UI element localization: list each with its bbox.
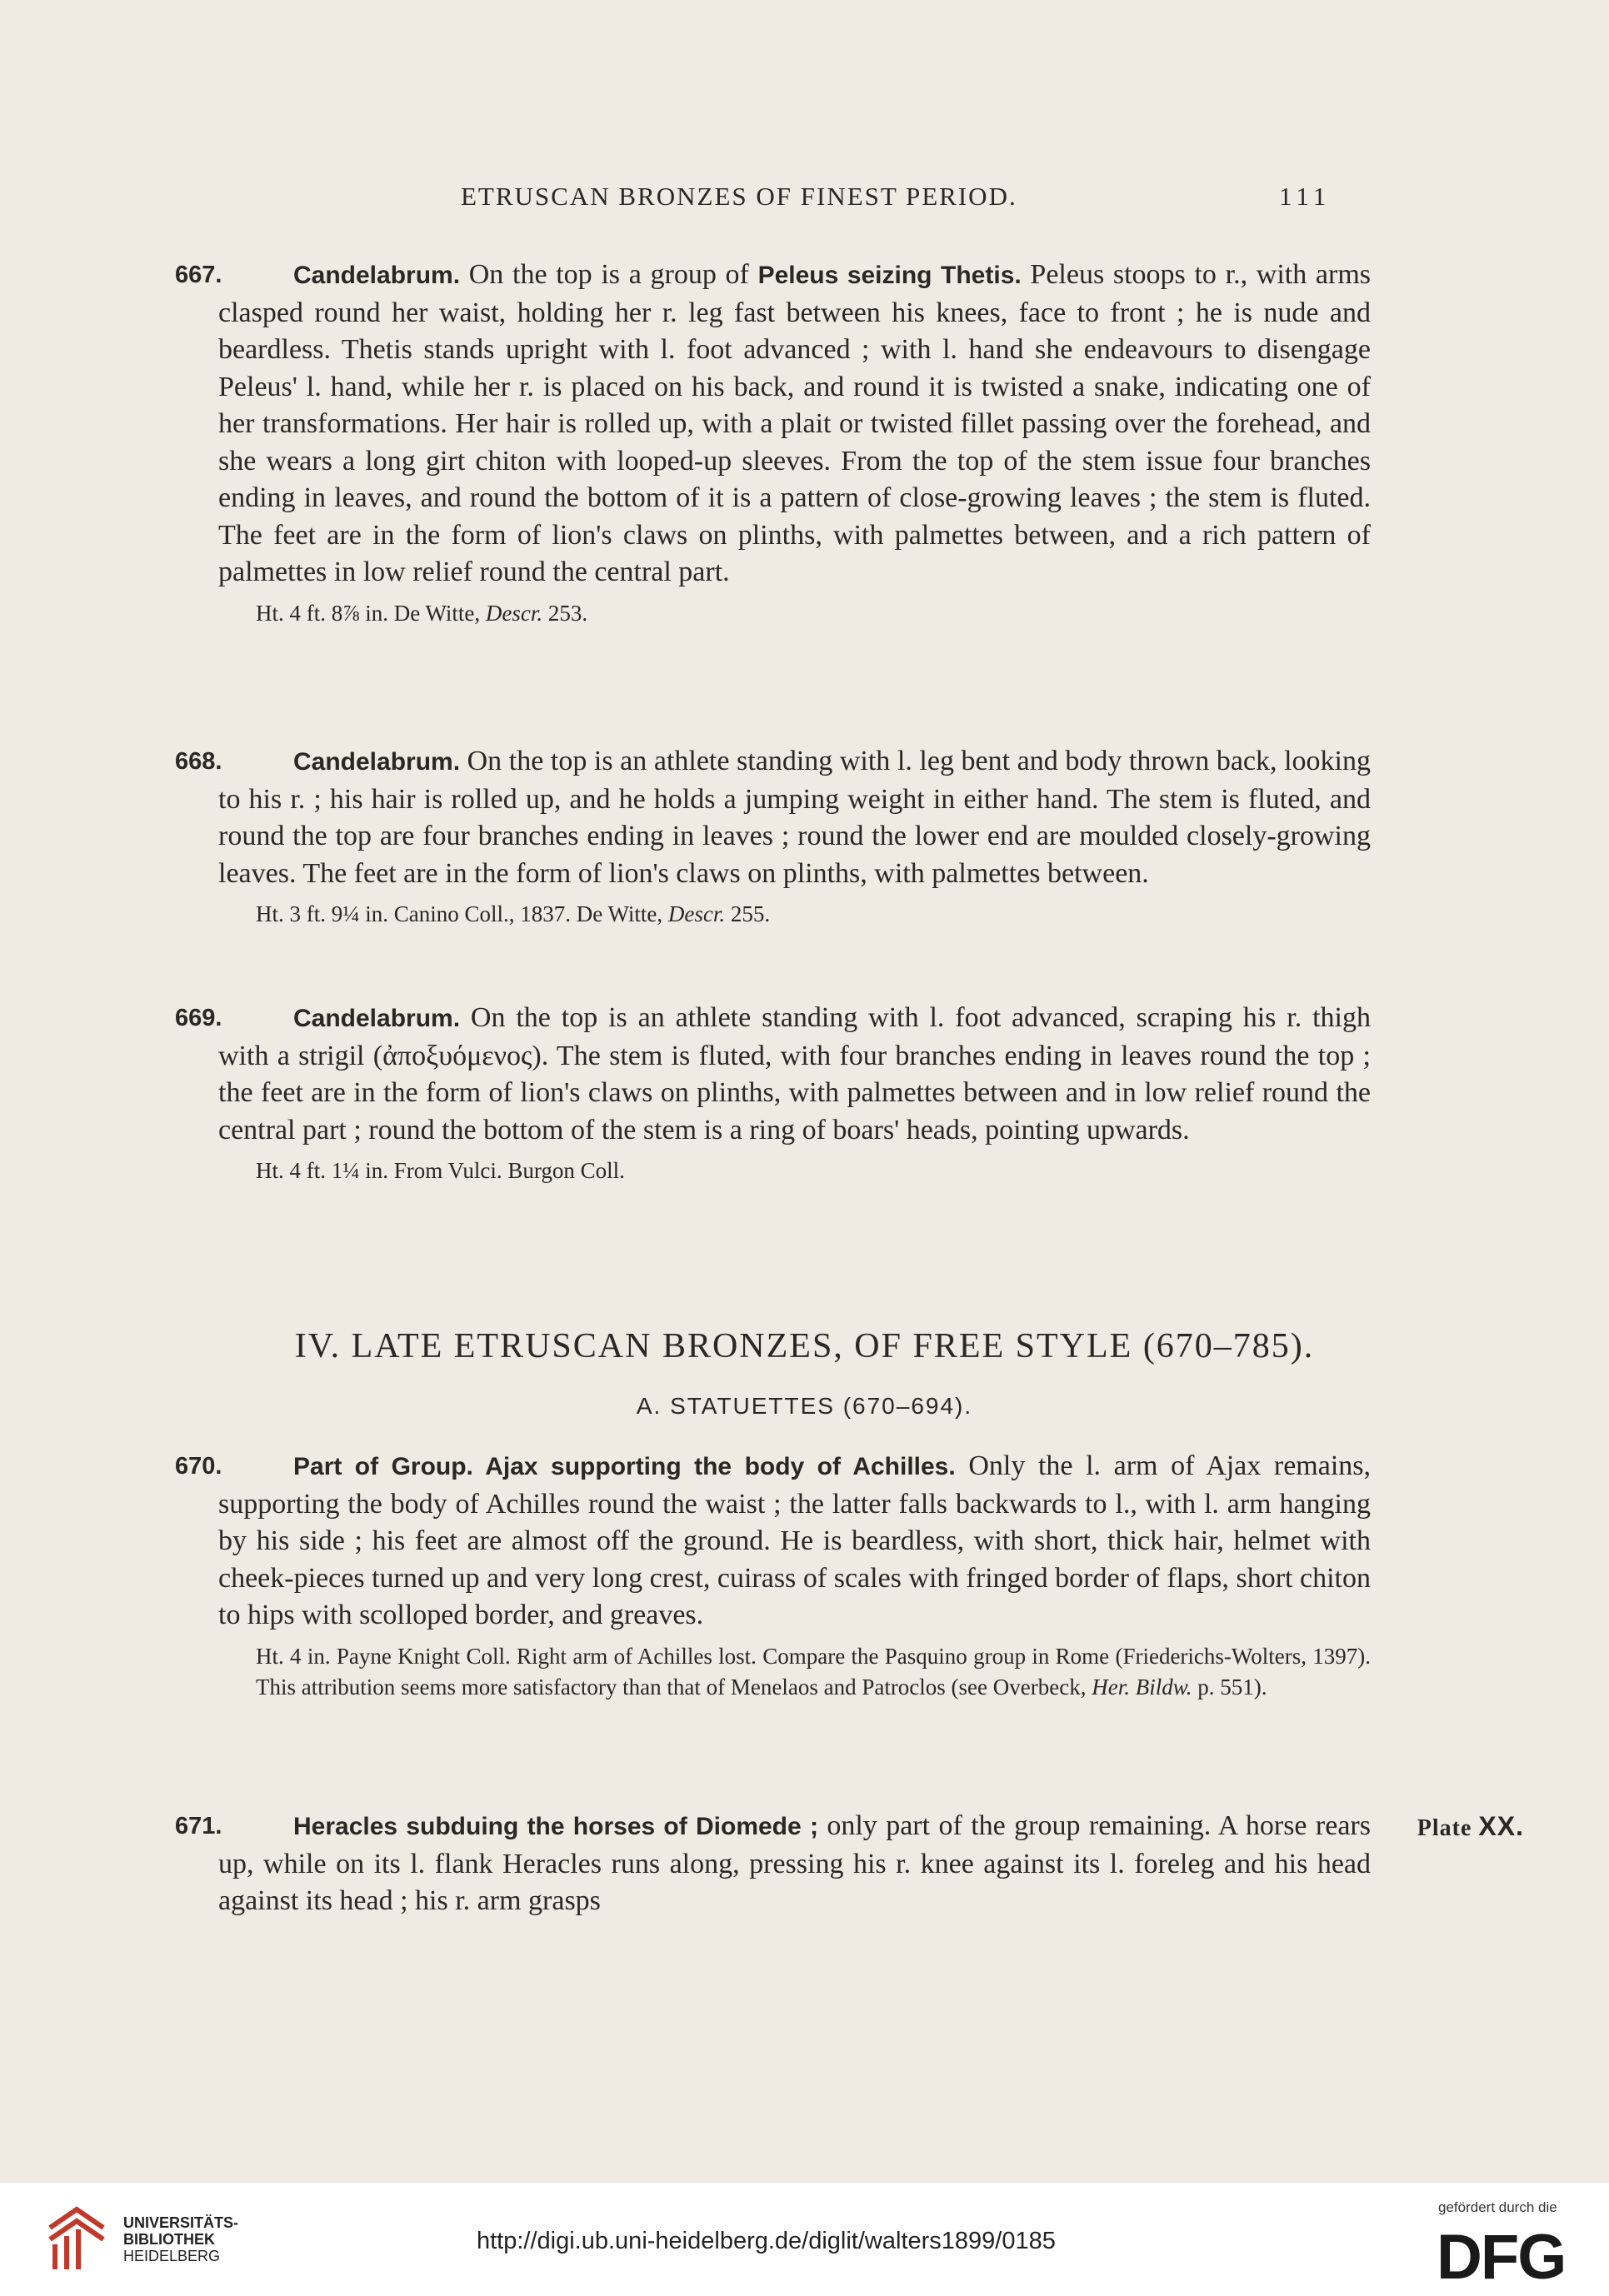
ub-heidelberg-logo-icon	[43, 2203, 110, 2274]
entry-lead: Part of Group. Ajax supporting the body of Achilles.	[293, 1453, 956, 1480]
section-heading: IV. LATE ETRUSCAN BRONZES, OF FREE STYLE (670–785).	[294, 1327, 1315, 1365]
sub-heading: A. STATUETTES (670–694).	[636, 1393, 973, 1419]
library-name: UNIVERSITÄTS- BIBLIOTHEK HEIDELBERG	[123, 2214, 239, 2264]
entry-number: 671.	[175, 1813, 222, 1839]
digitization-footer	[0, 2183, 1609, 2296]
entry-subject: Peleus seizing Thetis.	[757, 262, 1022, 289]
entry-text: Part of Group. Ajax supporting the body of Achilles. Only the l. arm of Ajax remains, supporting the body of Achilles round the waist ; the latter falls backwards to l., with l. arm hanging by his side ; his feet are almost off the ground. He is beardless, with short, thick hair, helmet with cheek-pieces turned up and very long crest, cuirass of scales with fringed border of flaps, short chiton to hips with scolloped border, and greaves.	[218, 1450, 1372, 1630]
catalogue-entry-669	[175, 1000, 1371, 1186]
digitization-url-link[interactable]: http://digi.ub.uni-heidelberg.de/diglit/walters1899/0185	[477, 2228, 1056, 2254]
entry-text: Candelabrum. On the top is an athlete standing with l. leg bent and body thrown back, looking to his r. ; his hair is rolled up, and he holds a jumping weight in either hand. The stem is fluted, and round the top are four branches ending in leaves ; round the lower end are moulded closely-growing leaves. The feet are in the form of lion's claws on plinths, with palmettes between.	[218, 746, 1371, 889]
funded-by-label: gefördert durch die	[1438, 2199, 1557, 2215]
entry-lead: Candelabrum.	[293, 262, 461, 289]
entry-number: 669.	[175, 1005, 222, 1031]
dfg-logo: DFG	[1437, 2222, 1566, 2293]
entry-note: Ht. 3 ft. 9¼ in. Canino Coll., 1837. De Witte, Descr. 255.	[256, 901, 771, 926]
entry-note: Ht. 4 in. Payne Knight Coll. Right arm of Achilles lost. Compare the Pasquino group in Rome (Friederichs-Wolters, 1397). This attribution seems more satisfactory than that of Menelaos and Patroclos (see Overbeck, Her. Bildw. p. 551).	[256, 1643, 1371, 1700]
catalogue-entry-671	[175, 1808, 1524, 1920]
catalogue-entry-667	[175, 257, 1371, 629]
entry-note: Ht. 4 ft. 1¼ in. From Vulci. Burgon Coll.	[256, 1158, 625, 1183]
plate-reference: Plate XX.	[1417, 1811, 1524, 1841]
catalogue-entry-668	[175, 743, 1371, 930]
entry-text: Heracles subduing the horses of Diomede ; only part of the group remaining. A horse rears up, while on its l. flank Heracles runs along, pressing his r. knee against its l. foreleg and his head against its head ; his r. arm grasps	[218, 1810, 1371, 1916]
page-number: 111	[1279, 182, 1332, 211]
entry-lead: Candelabrum.	[293, 748, 461, 776]
running-head-title: ETRUSCAN BRONZES OF FINEST PERIOD.	[461, 182, 1017, 211]
entry-number: 670.	[175, 1453, 222, 1480]
entry-text: Candelabrum. On the top is an athlete standing with l. foot advanced, scraping his r. thigh with a strigil (ἀποξυόμενος). The stem is fluted, with four branches ending in leaves round the top ; the feet are in the form of lion's claws on plinths, with palmettes between and in low relief round the central part ; round the bottom of the stem is a ring of boars' heads, pointing upwards.	[218, 1002, 1371, 1146]
entry-lead: Candelabrum.	[293, 1005, 461, 1032]
entry-number: 668.	[175, 748, 222, 775]
entry-number: 667.	[175, 262, 222, 288]
entry-note: Ht. 4 ft. 8⅞ in. De Witte, Descr. 253.	[256, 600, 588, 626]
entry-text: Candelabrum. On the top is a group of Peleus seizing Thetis. Peleus stoops to r., with arms clasped round her waist, holding her r. leg fast between his knees, face to front ; he is nude and beardless. Thetis stands upright with l. foot advanced ; with l. hand she endeavours to disengage Peleus' l. hand, while her r. is placed on his back, and round it is twisted a snake, indicating one of her transformations. Her hair is rolled up, with a plait or twisted fillet passing over the forehead, and she wears a long girt chiton with looped-up sleeves. From the top of the stem issue four branches ending in leaves, and round the bottom of it is a pattern of close-growing leaves ; the stem is fluted. The feet are in the form of lion's claws on plinths, with palmettes between, and a rich pattern of palmettes in low relief round the central part.	[218, 259, 1371, 587]
catalogue-entry-670	[175, 1448, 1372, 1703]
entry-lead: Heracles subduing the horses of Diomede ;	[293, 1813, 818, 1840]
